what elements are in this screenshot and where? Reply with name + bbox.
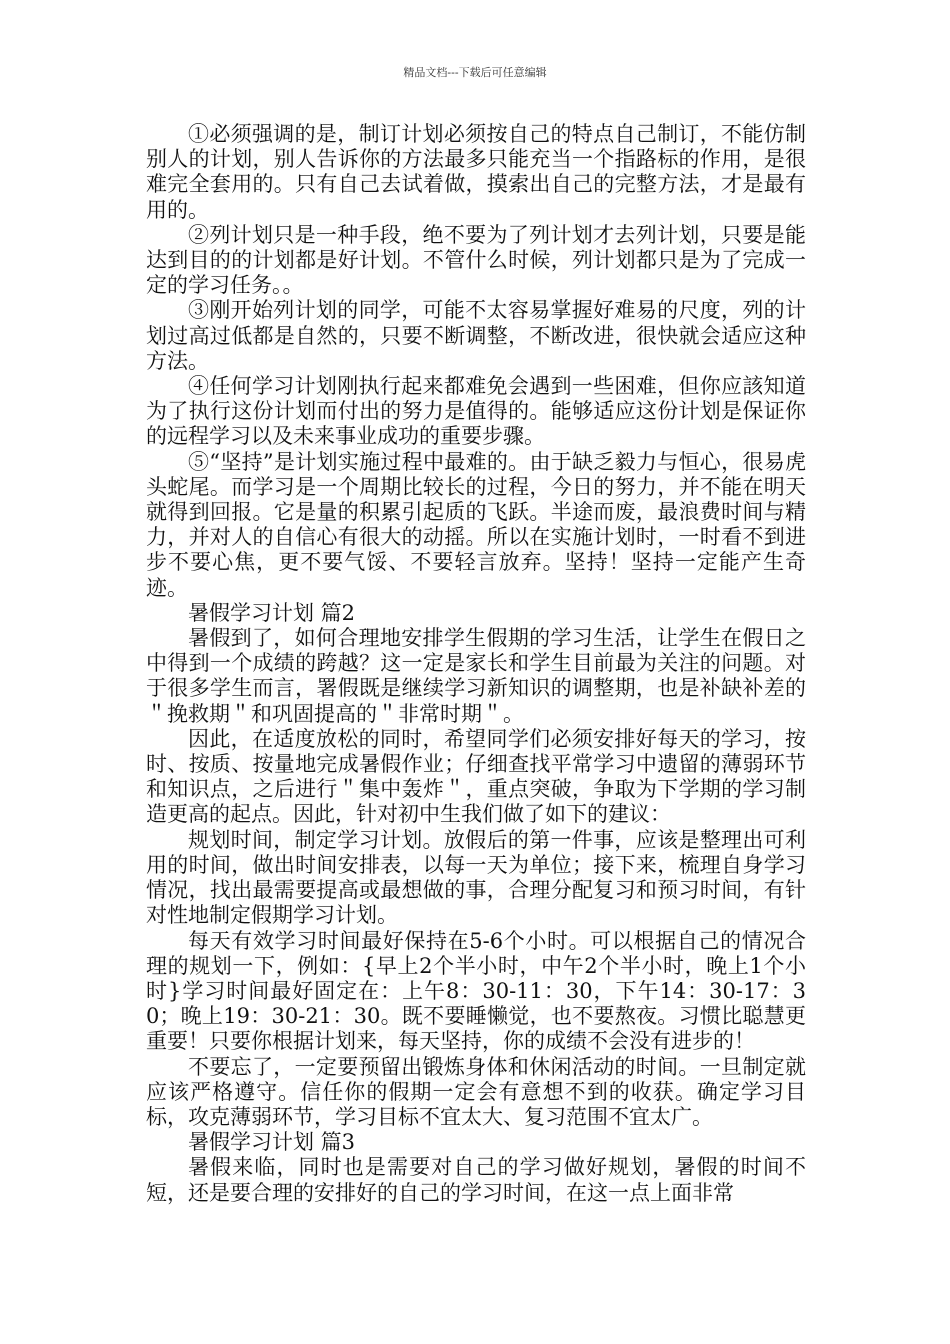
paragraph-point-2: ②列计划只是一种手段，绝不要为了列计划才去列计划，只要是能达到目的的计划都是好计划。不管什么时候，列计划都只是为了完成一定的学习任务。。 bbox=[146, 222, 806, 298]
section-heading-2: 暑假学习计划 篇2 bbox=[188, 600, 356, 625]
document-body bbox=[146, 122, 806, 1206]
section-heading-3: 暑假学习计划 篇3 bbox=[188, 1130, 356, 1155]
page-header: 精品文档---下载后可任意编辑 bbox=[403, 66, 547, 79]
paragraph-intro: 暑假到了，如何合理地安排学生假期的学习生活，让学生在假日之中得到一个成绩的跨越？这一定是家长和学生目前最为关注的问题。对于很多学生而言，署假既是继续学习新知识的调整期，也是补缺补差的＂挽救期＂和巩固提高的＂非常时期＂。 bbox=[146, 626, 806, 726]
paragraph-suggestion: 因此，在适度放松的同时，希望同学们必须安排好每天的学习，按时、按质、按量地完成暑假作业；仔细查找平常学习中遗留的薄弱环节和知识点，之后进行＂集中轰炸＂，重点突破，争取为下学期的学习制造更高的起点。因此，针对初中生我们做了如下的建议： bbox=[146, 726, 806, 827]
paragraph-exercise: 不要忘了，一定要预留出锻炼身体和休闲活动的时间。一旦制定就应该严格遵守。信任你的假期一定会有意想不到的收获。确定学习目标，攻克薄弱环节，学习目标不宜太大、复习范围不宜太广。 bbox=[146, 1054, 806, 1129]
paragraph-point-1: ①必须强调的是，制订计划必须按自己的特点自己制订，不能仿制别人的计划，别人告诉你的方法最多只能充当一个指路标的作用，是很难完全套用的。只有自己去试着做，摸索出自己的完整方法，才是最有用的。 bbox=[146, 122, 806, 222]
paragraph-point-3: ③刚开始列计划的同学，可能不太容易掌握好难易的尺度，列的计划过高过低都是自然的，只要不断调整，不断改进，很快就会适应这种方法。 bbox=[146, 298, 806, 373]
paragraph-plan-time: 规划时间，制定学习计划。放假后的第一件事，应该是整理出可利用的时间，做出时间安排表，以每一天为单位；接下来，梳理自身学习情况，找出最需要提高或最想做的事，合理分配复习和预习时间，有针对性地制定假期学习计划。 bbox=[146, 827, 806, 928]
paragraph-point-4: ④任何学习计划刚执行起来都难免会遇到一些困难，但你应該知道为了执行这份计划而付出的努力是值得的。能够适应这份计划是保证你的远程学习以及未来事业成功的重要步骤。 bbox=[146, 374, 806, 449]
paragraph-daily-hours: 每天有效学习时间最好保持在5-6个小时。可以根据自己的情况合理的规划一下，例如：{早上2个半小时，中午2个半小时，晚上1个小时}学习时间最好固定在：上午8：30-11：30，下午14：30-17：30；晚上19：30-21：30。既不要睡懒觉，也不要熬夜。习惯比聪慧更重要！只要你根据计划来，每天坚持，你的成绩不会没有进步的！ bbox=[146, 928, 806, 1054]
paragraph-point-5: ⑤“坚持”是计划实施过程中最难的。由于缺乏毅力与恒心，很易虎头蛇尾。而学习是一个周期比较长的过程，今日的努力，并不能在明天就得到回报。它是量的积累引起质的飞跃。半途而废，最浪费时间与精力，并对人的自信心有很大的动摇。所以在实施计划时，一时看不到进步不要心焦，更不要气馁、不要轻言放弃。坚持！坚持一定能产生奇迹。 bbox=[146, 449, 806, 600]
paragraph-section3-intro: 暑假来临，同时也是需要对自己的学习做好规划，暑假的时间不短，还是要合理的安排好的自己的学习时间，在这一点上面非常 bbox=[146, 1155, 806, 1205]
